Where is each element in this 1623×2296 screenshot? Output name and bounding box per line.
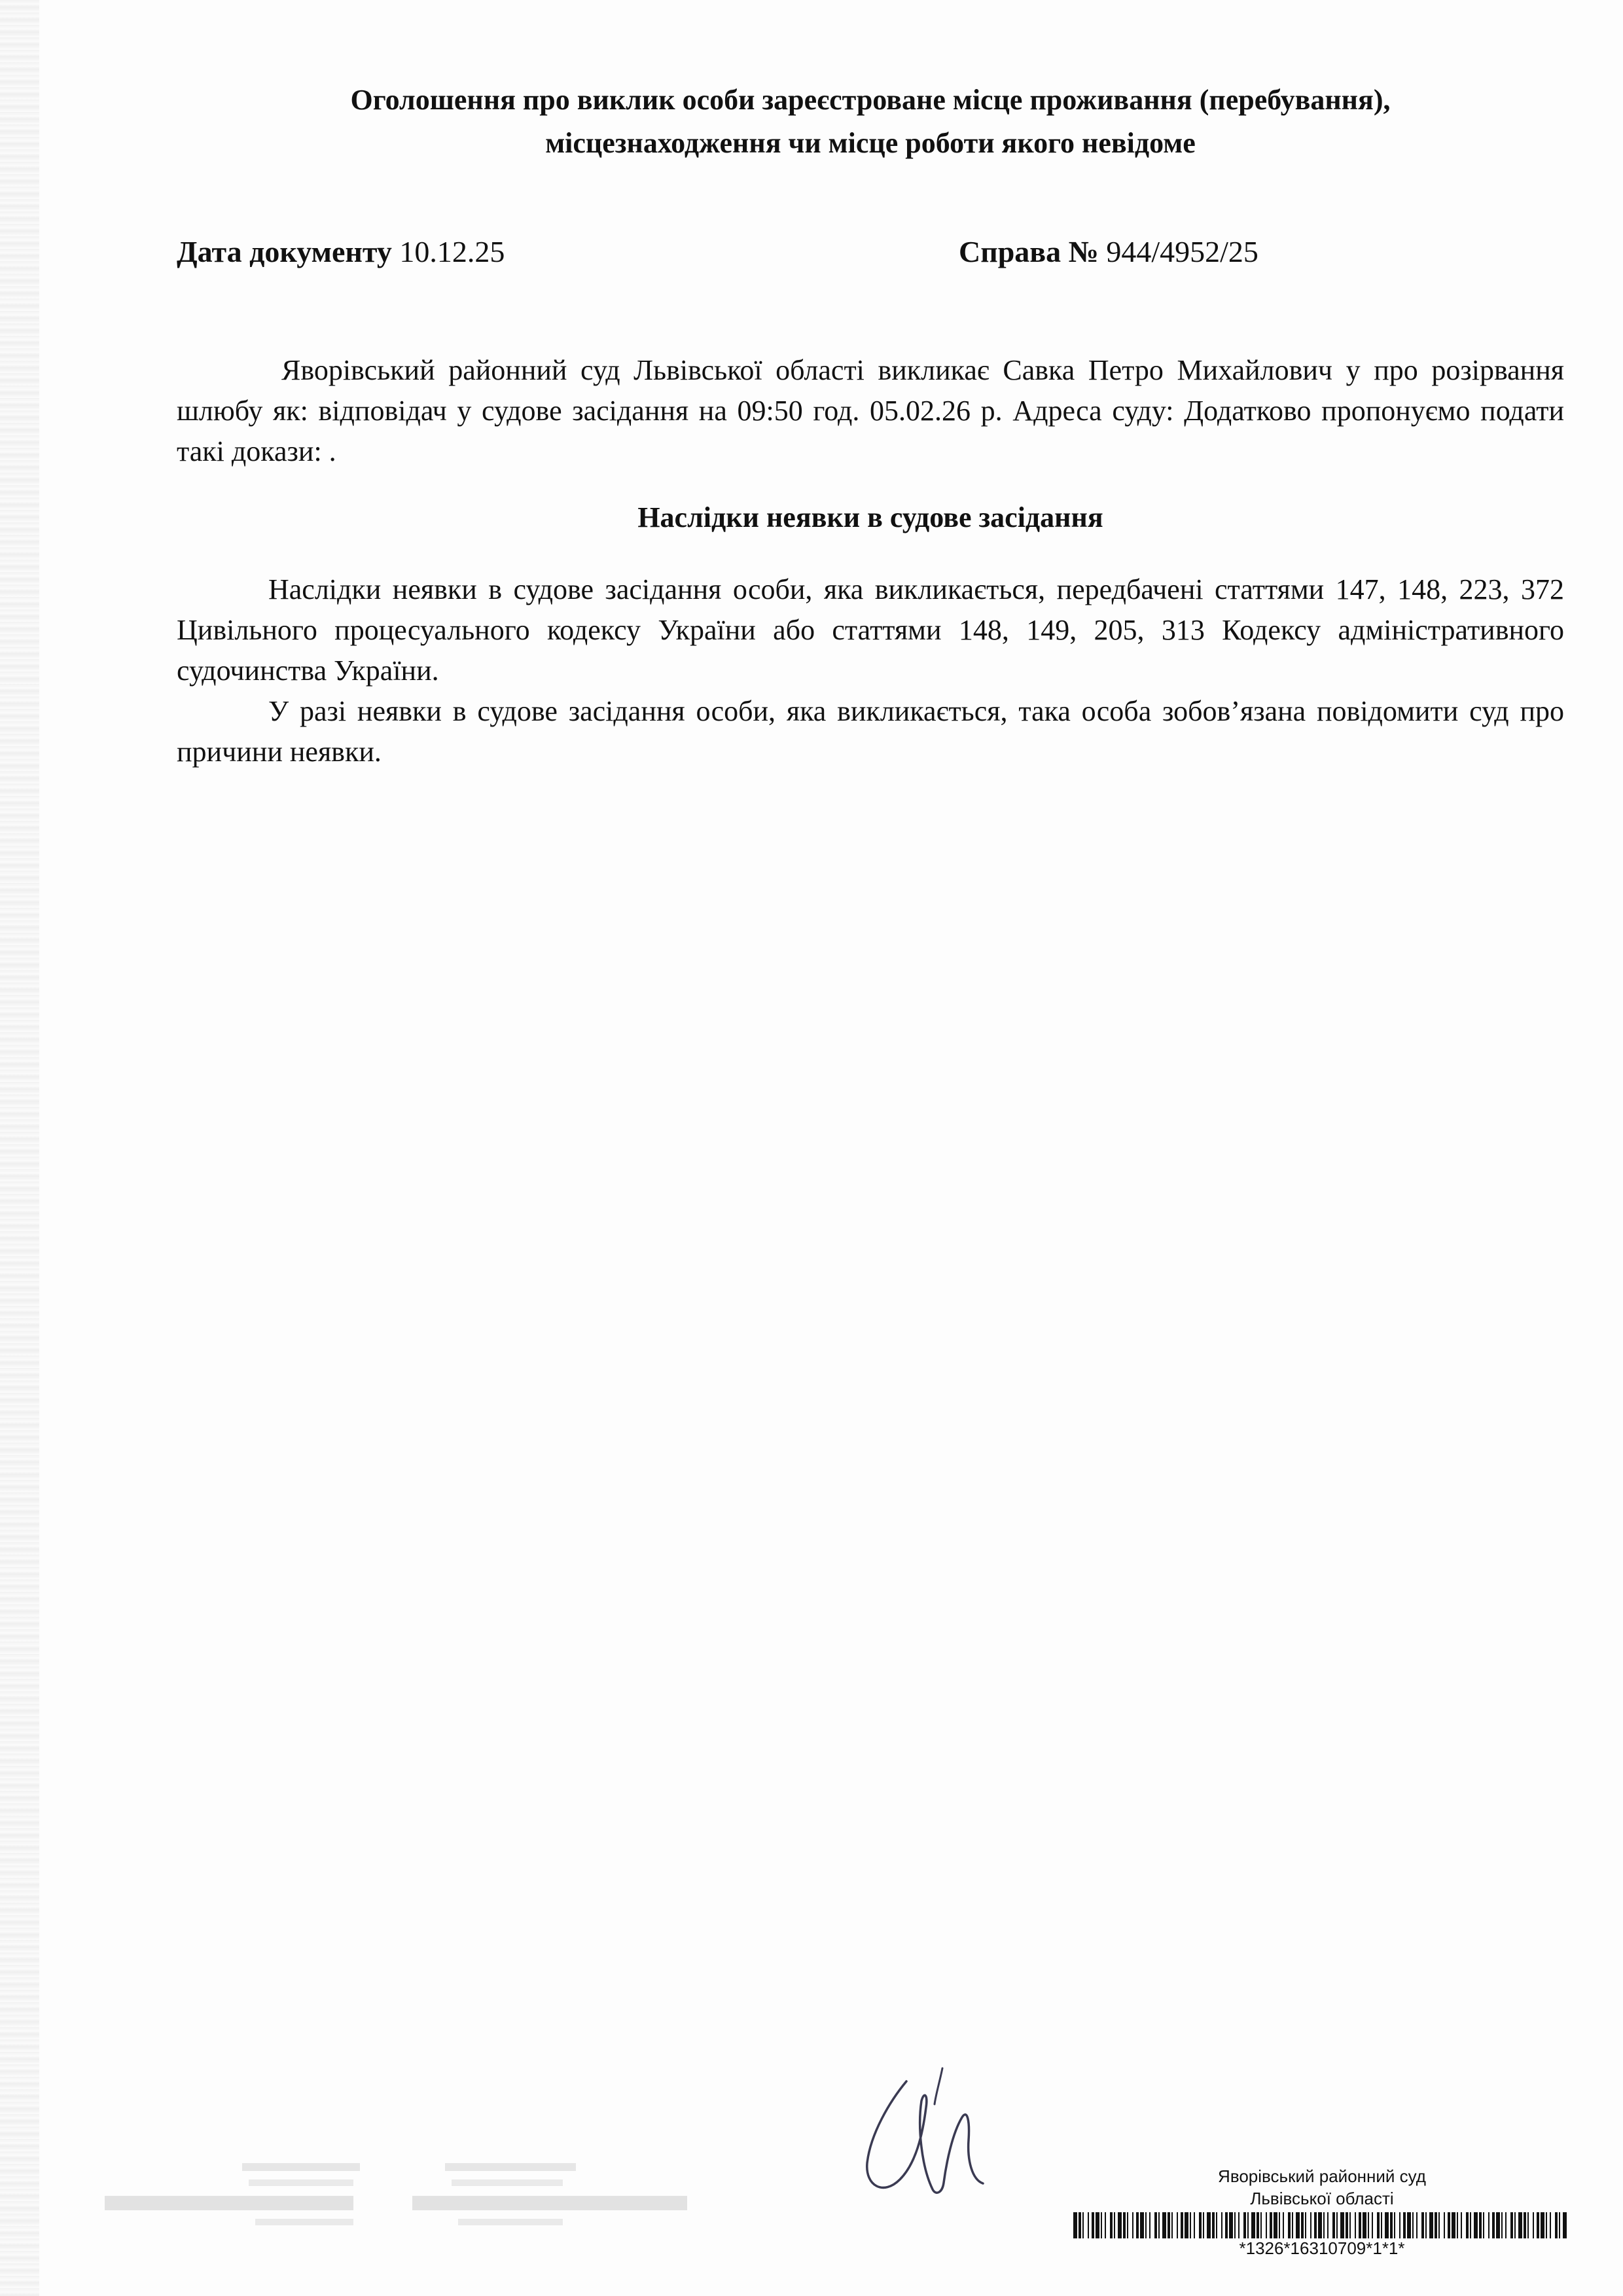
barcode-bar (1216, 2212, 1217, 2238)
barcode-bar (1452, 2212, 1455, 2238)
barcode-bar (1448, 2212, 1450, 2238)
case-value: 944/4952/25 (1106, 235, 1258, 268)
barcode-bar (1207, 2212, 1211, 2238)
barcode-bar (1533, 2212, 1534, 2238)
barcode-bar (1177, 2212, 1178, 2238)
barcode-bar (1203, 2212, 1204, 2238)
case-number (959, 232, 1258, 272)
barcode-bar (1377, 2212, 1380, 2238)
barcode-bar (1496, 2212, 1500, 2238)
barcode-bar (1247, 2212, 1249, 2238)
signature-graphic (844, 2055, 1014, 2212)
barcode-bar (1425, 2212, 1427, 2238)
barcode-bar (1251, 2212, 1255, 2238)
barcode-bar (1355, 2212, 1356, 2238)
barcode-bar (1537, 2212, 1539, 2238)
barcode-bar (1279, 2212, 1280, 2238)
barcode-number: *1326*16310709*1*1* (1239, 2238, 1405, 2258)
barcode-graphic (1073, 2212, 1571, 2238)
barcode-bar (1385, 2212, 1389, 2238)
consequences-paragraph-2: У разі неявки в судове засідання особи, яка викликається, така особа зобов’язана повідомити суд про причини неявки. (177, 695, 1564, 768)
barcode-bar (1399, 2212, 1400, 2238)
barcode-bar (1444, 2212, 1445, 2238)
barcode-bar (1524, 2212, 1526, 2238)
barcode-bar (1474, 2212, 1478, 2238)
barcode-bar (1199, 2212, 1202, 2238)
barcode-bar (1296, 2212, 1300, 2238)
barcode-bar (1336, 2212, 1338, 2238)
barcode-bar (1559, 2212, 1560, 2238)
summons-paragraph: Яворівський районний суд Львівської області викликає Савка Петро Михайлович у про розірвання шлюбу як: відповідач у судове засідання на 09:50 год. 05.02.26 р. Адреса суду: Додатково пропонуємо подати такі докази: . (177, 354, 1564, 467)
title-line-1: Оголошення про виклик особи зареєстроване місце проживання (перебування), (350, 84, 1391, 116)
scan-artifact-edge (0, 0, 39, 2296)
barcode-bar (1546, 2212, 1547, 2238)
barcode-bar (1154, 2212, 1157, 2238)
barcode-bar (1168, 2212, 1170, 2238)
barcode-bar (1483, 2212, 1484, 2238)
barcode-bar (1359, 2212, 1361, 2238)
barcode-bar (1266, 2212, 1267, 2238)
barcode-bar (1416, 2212, 1418, 2238)
barcode-bar (1372, 2212, 1373, 2238)
barcode-bar (1492, 2212, 1495, 2238)
barcode-bar (1162, 2212, 1166, 2238)
title-line-2: місцезнаходження чи місце роботи якого невідоме (545, 127, 1196, 159)
barcode-bar (1368, 2212, 1369, 2238)
barcode-bar (1318, 2212, 1322, 2238)
barcode-bar (1260, 2212, 1262, 2238)
barcode-bar (1346, 2212, 1348, 2238)
barcode-bar (1314, 2212, 1317, 2238)
barcode-bar (1185, 2212, 1188, 2238)
barcode-bar (1212, 2212, 1215, 2238)
barcode-bar (1190, 2212, 1191, 2238)
barcode-bar (1505, 2212, 1507, 2238)
barcode-bar (1171, 2212, 1173, 2238)
barcode-bar (1088, 2212, 1089, 2238)
barcode-bar (1514, 2212, 1516, 2238)
barcode-bar (1305, 2212, 1306, 2238)
date-label: Дата документу (177, 235, 392, 268)
barcode-bar (1363, 2212, 1366, 2238)
barcode-bar (1110, 2212, 1113, 2238)
barcode-bar (1096, 2212, 1099, 2238)
barcode-bar (1412, 2212, 1414, 2238)
barcode-bar (1461, 2212, 1462, 2238)
barcode-bar (1073, 2212, 1077, 2238)
barcode-bar (1238, 2212, 1240, 2238)
barcode-bar (1349, 2212, 1351, 2238)
faint-stamp-bleedthrough (105, 2160, 694, 2245)
barcode-bar (1082, 2212, 1084, 2238)
barcode-bar (1225, 2212, 1228, 2238)
barcode-bar (1243, 2212, 1246, 2238)
barcode-bar (1149, 2212, 1150, 2238)
barcode-bar (1145, 2212, 1147, 2238)
barcode-bar (1510, 2212, 1513, 2238)
footer-court-region: Львівської області (1250, 2189, 1394, 2208)
barcode-bar (1327, 2212, 1329, 2238)
case-label: Справа № (959, 235, 1099, 268)
barcode-bar (1332, 2212, 1335, 2238)
court-footer (1073, 2165, 1571, 2258)
barcode-bar (1479, 2212, 1482, 2238)
barcode-bar (1563, 2212, 1567, 2238)
barcode-bar (1323, 2212, 1325, 2238)
document-date (177, 232, 505, 272)
barcode-bar (1403, 2212, 1406, 2238)
barcode-bar (1234, 2212, 1236, 2238)
barcode-bar (1079, 2212, 1081, 2238)
barcode-bar (1501, 2212, 1503, 2238)
barcode-bar (1527, 2212, 1529, 2238)
barcode-bar (1550, 2212, 1551, 2238)
footer-court-name: Яворівський районний суд (1218, 2166, 1426, 2186)
barcode-bar (1394, 2212, 1395, 2238)
barcode-bar (1270, 2212, 1272, 2238)
barcode-bar (1407, 2212, 1411, 2238)
barcode-bar (1429, 2212, 1433, 2238)
consequences-text (177, 569, 1564, 772)
consequences-heading: Наслідки неявки в судове засідання (637, 501, 1103, 533)
barcode-bar (1381, 2212, 1382, 2238)
barcode-bar (1438, 2212, 1440, 2238)
barcode-bar (1340, 2212, 1344, 2238)
barcode-bar (1288, 2212, 1291, 2238)
barcode-bar (1421, 2212, 1424, 2238)
barcode-bar (1105, 2212, 1106, 2238)
barcode-bar (1114, 2212, 1115, 2238)
barcode-bar (1221, 2212, 1222, 2238)
barcode-bar (1123, 2212, 1126, 2238)
barcode-bar (1092, 2212, 1094, 2238)
barcode-bar (1488, 2212, 1489, 2238)
barcode-bar (1136, 2212, 1139, 2238)
barcode-bar (1435, 2212, 1437, 2238)
barcode-bar (1470, 2212, 1471, 2238)
barcode-bar (1541, 2212, 1544, 2238)
barcode-bar (1140, 2212, 1144, 2238)
barcode-bar (1181, 2212, 1183, 2238)
barcode-bar (1518, 2212, 1522, 2238)
barcode-bar (1118, 2212, 1122, 2238)
barcode-bar (1283, 2212, 1284, 2238)
barcode-bar (1101, 2212, 1102, 2238)
barcode-bar (1229, 2212, 1233, 2238)
barcode-bar (1466, 2212, 1469, 2238)
barcode-bar (1158, 2212, 1160, 2238)
barcode-bar (1132, 2212, 1133, 2238)
date-value: 10.12.25 (399, 235, 505, 268)
barcode-bar (1292, 2212, 1293, 2238)
barcode-bar (1555, 2212, 1558, 2238)
barcode-bar (1310, 2212, 1311, 2238)
barcode-bar (1274, 2212, 1277, 2238)
barcode-bar (1257, 2212, 1259, 2238)
barcode-bar (1457, 2212, 1458, 2238)
barcode-bar (1127, 2212, 1128, 2238)
barcode-bar (1390, 2212, 1393, 2238)
consequences-paragraph-1: Наслідки неявки в судове засідання особи, яка викликається, передбачені статтями 147, 148, 223, 372 Цивільного процесуального кодексу України або статтями 148, 149, 205, 313 Кодексу адміністративного судочинства України. (177, 573, 1564, 687)
barcode-bar (1194, 2212, 1195, 2238)
document-title (177, 79, 1564, 165)
barcode-bar (1301, 2212, 1304, 2238)
